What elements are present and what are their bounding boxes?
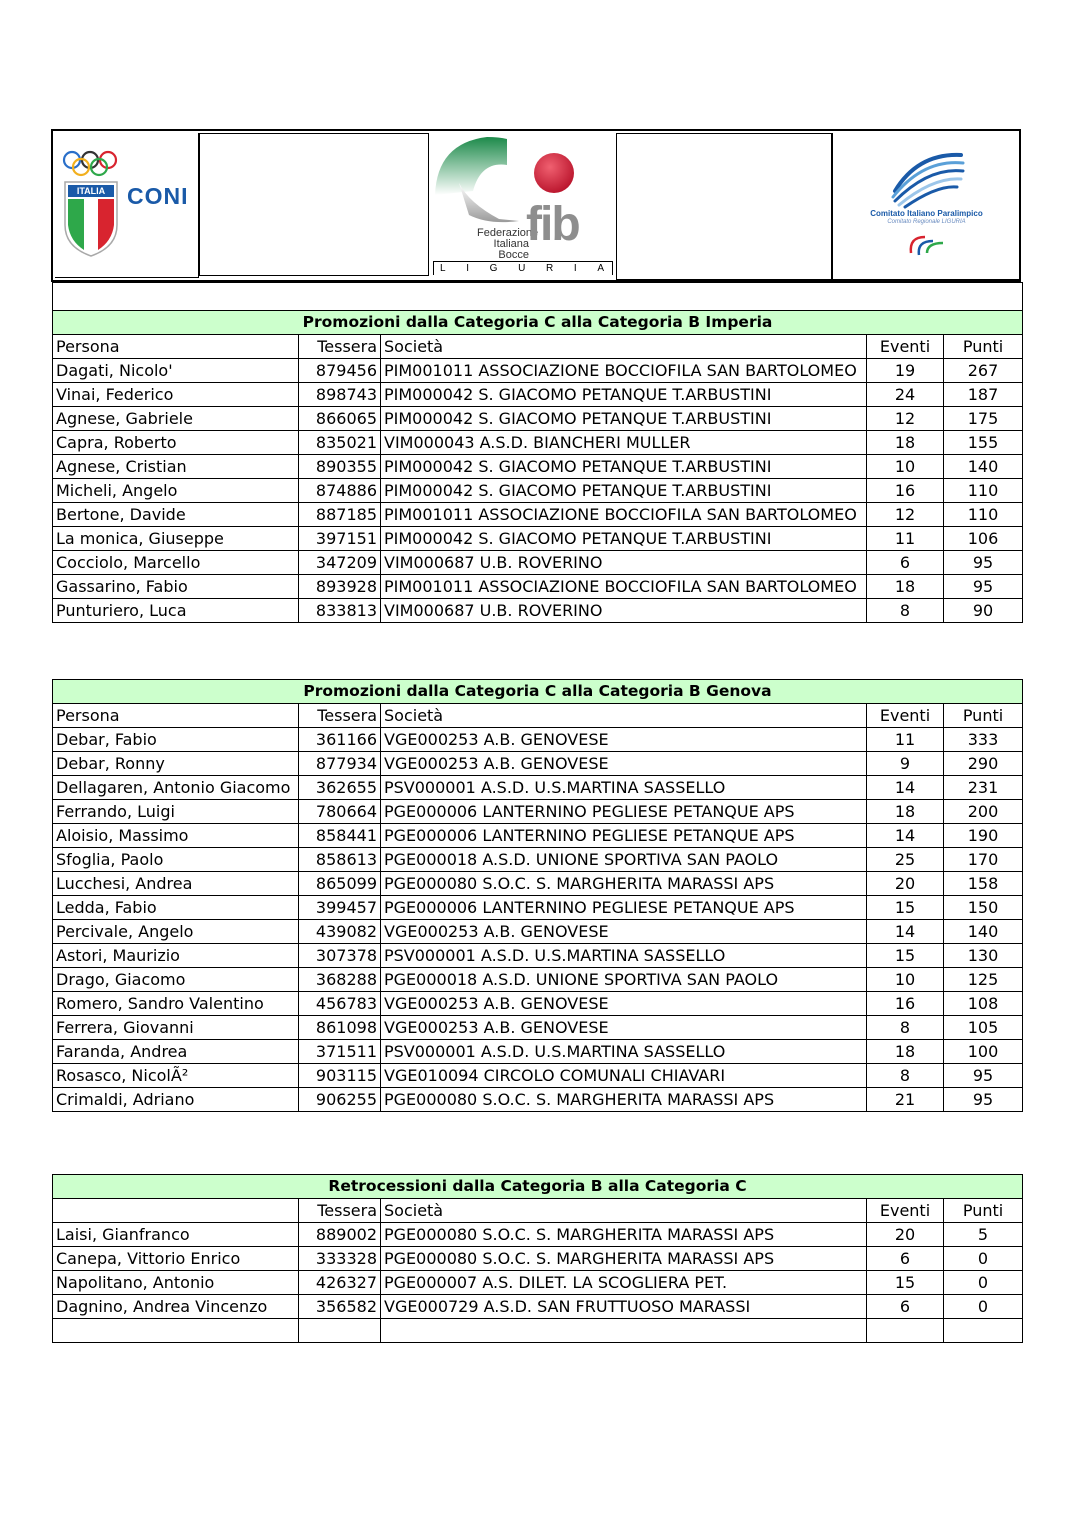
- cell-punti: 95: [944, 1088, 1023, 1112]
- cip-logo: [832, 133, 1019, 280]
- cell-eventi: 6: [867, 1295, 944, 1319]
- cell-eventi: 18: [867, 800, 944, 824]
- cell-societa: VIM000687 U.B. ROVERINO: [381, 599, 867, 623]
- cell-societa: PSV000001 A.S.D. U.S.MARTINA SASSELLO: [381, 776, 867, 800]
- cell-persona: Ferrera, Giovanni: [53, 1016, 299, 1040]
- cell-punti: 130: [944, 944, 1023, 968]
- cell-societa: PSV000001 A.S.D. U.S.MARTINA SASSELLO: [381, 1040, 867, 1064]
- cell-societa: VGE010094 CIRCOLO COMUNALI CHIAVARI: [381, 1064, 867, 1088]
- cell-tessera: 361166: [299, 728, 381, 752]
- cell-societa: PIM001011 ASSOCIAZIONE BOCCIOFILA SAN BARTOLOMEO: [381, 359, 867, 383]
- cell-punti: 290: [944, 752, 1023, 776]
- header-eventi: Eventi: [867, 335, 944, 359]
- cell-societa: PGE000080 S.O.C. S. MARGHERITA MARASSI APS: [381, 872, 867, 896]
- blank-row: [53, 283, 1023, 311]
- cell-societa: PIM000042 S. GIACOMO PETANQUE T.ARBUSTINI: [381, 455, 867, 479]
- table-row: [53, 824, 1023, 848]
- cell-tessera: 887185: [299, 503, 381, 527]
- table-row: [53, 383, 1023, 407]
- table-row: [53, 359, 1023, 383]
- cell-societa: PIM000042 S. GIACOMO PETANQUE T.ARBUSTINI: [381, 479, 867, 503]
- cell-punti: 125: [944, 968, 1023, 992]
- cell-tessera: 866065: [299, 407, 381, 431]
- cell-eventi: 8: [867, 1064, 944, 1088]
- cell-eventi: 10: [867, 968, 944, 992]
- cell-persona: Dagati, Nicolo': [53, 359, 299, 383]
- empty-cell: [867, 1319, 944, 1343]
- cell-persona: Dagnino, Andrea Vincenzo: [53, 1295, 299, 1319]
- blank-row: [53, 1319, 1023, 1343]
- table-row: [53, 599, 1023, 623]
- cell-punti: 95: [944, 551, 1023, 575]
- table-row: [53, 848, 1023, 872]
- cell-persona: Faranda, Andrea: [53, 1040, 299, 1064]
- cell-punti: 0: [944, 1247, 1023, 1271]
- table-row: [53, 407, 1023, 431]
- cell-tessera: 347209: [299, 551, 381, 575]
- cell-eventi: 6: [867, 551, 944, 575]
- table-row: [53, 1088, 1023, 1112]
- logo-header: [51, 129, 1021, 282]
- cell-punti: 108: [944, 992, 1023, 1016]
- cell-eventi: 9: [867, 752, 944, 776]
- cell-tessera: 356582: [299, 1295, 381, 1319]
- cell-persona: La monica, Giuseppe: [53, 527, 299, 551]
- cell-tessera: 893928: [299, 575, 381, 599]
- empty-cell: [299, 1319, 381, 1343]
- cell-societa: VGE000253 A.B. GENOVESE: [381, 920, 867, 944]
- coni-label: CONI: [127, 183, 189, 209]
- cip-subtitle: Comitato Regionale LIGURIA: [887, 219, 966, 225]
- cell-persona: Romero, Sandro Valentino: [53, 992, 299, 1016]
- blank-cell: [199, 133, 429, 276]
- cell-persona: Napolitano, Antonio: [53, 1271, 299, 1295]
- cell-persona: Ledda, Fabio: [53, 896, 299, 920]
- cell-eventi: 14: [867, 824, 944, 848]
- table-row: [53, 992, 1023, 1016]
- fib-region-letter: U: [518, 263, 528, 274]
- table-row: [53, 527, 1023, 551]
- fib-region-letter: I: [466, 263, 471, 274]
- cell-societa: PGE000018 A.S.D. UNIONE SPORTIVA SAN PAOLO: [381, 848, 867, 872]
- cell-tessera: 879456: [299, 359, 381, 383]
- cell-punti: 95: [944, 575, 1023, 599]
- cell-eventi: 8: [867, 1016, 944, 1040]
- cell-persona: Debar, Ronny: [53, 752, 299, 776]
- cell-tessera: 371511: [299, 1040, 381, 1064]
- cell-punti: 333: [944, 728, 1023, 752]
- header-persona-empty: [53, 1199, 299, 1223]
- fib-logo: [429, 133, 617, 278]
- cell-tessera: 362655: [299, 776, 381, 800]
- cip-swirl-icon: [833, 133, 1020, 280]
- cell-persona: Cocciolo, Marcello: [53, 551, 299, 575]
- cell-persona: Astori, Maurizio: [53, 944, 299, 968]
- cell-persona: Laisi, Gianfranco: [53, 1223, 299, 1247]
- cell-tessera: 456783: [299, 992, 381, 1016]
- cell-eventi: 18: [867, 575, 944, 599]
- header-persona: Persona: [53, 335, 299, 359]
- table-row: [53, 968, 1023, 992]
- table-row: [53, 431, 1023, 455]
- cell-societa: PGE000006 LANTERNINO PEGLIESE PETANQUE APS: [381, 800, 867, 824]
- cell-societa: VGE000253 A.B. GENOVESE: [381, 1016, 867, 1040]
- cell-tessera: 861098: [299, 1016, 381, 1040]
- cell-societa: PIM000042 S. GIACOMO PETANQUE T.ARBUSTINI: [381, 383, 867, 407]
- cell-persona: Aloisio, Massimo: [53, 824, 299, 848]
- cell-eventi: 15: [867, 1271, 944, 1295]
- table-title: Promozioni dalla Categoria C alla Categoria B Imperia: [53, 311, 1023, 335]
- table-header-row: [53, 335, 1023, 359]
- cell-tessera: 368288: [299, 968, 381, 992]
- table-row: [53, 479, 1023, 503]
- cip-name: Comitato Italiano Paralimpico: [870, 209, 983, 218]
- table-row: [53, 872, 1023, 896]
- cell-punti: 187: [944, 383, 1023, 407]
- cell-persona: Ferrando, Luigi: [53, 800, 299, 824]
- cell-eventi: 24: [867, 383, 944, 407]
- cell-eventi: 11: [867, 728, 944, 752]
- cell-tessera: 399457: [299, 896, 381, 920]
- header-tessera: Tessera: [299, 1199, 381, 1223]
- cell-punti: 90: [944, 599, 1023, 623]
- cell-persona: Debar, Fabio: [53, 728, 299, 752]
- cell-tessera: 833813: [299, 599, 381, 623]
- table-title: Retrocessioni dalla Categoria B alla Categoria C: [53, 1175, 1023, 1199]
- cell-punti: 231: [944, 776, 1023, 800]
- cell-persona: Canepa, Vittorio Enrico: [53, 1247, 299, 1271]
- cell-persona: Percivale, Angelo: [53, 920, 299, 944]
- cell-eventi: 16: [867, 992, 944, 1016]
- cell-eventi: 16: [867, 479, 944, 503]
- table-row: [53, 776, 1023, 800]
- cell-societa: VGE000253 A.B. GENOVESE: [381, 752, 867, 776]
- cell-tessera: 865099: [299, 872, 381, 896]
- header-punti: Punti: [944, 704, 1023, 728]
- cell-eventi: 8: [867, 599, 944, 623]
- table-row: [53, 551, 1023, 575]
- blank-cell: [616, 133, 832, 280]
- table-row: [53, 575, 1023, 599]
- empty-cell: [381, 1319, 867, 1343]
- cell-tessera: 439082: [299, 920, 381, 944]
- cell-tessera: 874886: [299, 479, 381, 503]
- table-title: Promozioni dalla Categoria C alla Categoria B Genova: [53, 680, 1023, 704]
- cell-punti: 95: [944, 1064, 1023, 1088]
- cell-persona: Lucchesi, Andrea: [53, 872, 299, 896]
- cell-persona: Rosasco, NicolÃ²: [53, 1064, 299, 1088]
- cell-societa: VIM000687 U.B. ROVERINO: [381, 551, 867, 575]
- cell-societa: VGE000729 A.S.D. SAN FRUTTUOSO MARASSI: [381, 1295, 867, 1319]
- cell-societa: PGE000080 S.O.C. S. MARGHERITA MARASSI APS: [381, 1247, 867, 1271]
- cell-societa: PGE000018 A.S.D. UNIONE SPORTIVA SAN PAOLO: [381, 968, 867, 992]
- cell-persona: Agnese, Gabriele: [53, 407, 299, 431]
- cell-societa: VGE000253 A.B. GENOVESE: [381, 728, 867, 752]
- table-title-row: [53, 680, 1023, 704]
- cell-punti: 100: [944, 1040, 1023, 1064]
- fib-federation-text: Federazione Italiana Bocce: [477, 227, 539, 261]
- fib-region-letter: L: [440, 263, 448, 274]
- table-row: [53, 1223, 1023, 1247]
- cell-punti: 158: [944, 872, 1023, 896]
- fib-region-letter: I: [573, 263, 579, 274]
- cell-punti: 200: [944, 800, 1023, 824]
- cell-punti: 175: [944, 407, 1023, 431]
- table-row: [53, 1295, 1023, 1319]
- fib-word: fib: [526, 198, 579, 251]
- cell-punti: 155: [944, 431, 1023, 455]
- italia-badge-text: ITALIA: [76, 186, 106, 196]
- table-row: [53, 800, 1023, 824]
- cell-persona: Capra, Roberto: [53, 431, 299, 455]
- cell-eventi: 21: [867, 1088, 944, 1112]
- cell-eventi: 18: [867, 1040, 944, 1064]
- cell-societa: VGE000253 A.B. GENOVESE: [381, 992, 867, 1016]
- table-row: [53, 752, 1023, 776]
- cell-eventi: 6: [867, 1247, 944, 1271]
- cell-tessera: 906255: [299, 1088, 381, 1112]
- header-tessera: Tessera: [299, 704, 381, 728]
- cell-societa: PGE000080 S.O.C. S. MARGHERITA MARASSI APS: [381, 1088, 867, 1112]
- table-row: [53, 944, 1023, 968]
- cell-punti: 140: [944, 920, 1023, 944]
- cell-tessera: 780664: [299, 800, 381, 824]
- fib-region-letter: G: [489, 263, 500, 274]
- table-title-row: [53, 311, 1023, 335]
- header-persona: Persona: [53, 704, 299, 728]
- cell-eventi: 25: [867, 848, 944, 872]
- cell-punti: 190: [944, 824, 1023, 848]
- cell-punti: 106: [944, 527, 1023, 551]
- cell-eventi: 18: [867, 431, 944, 455]
- cell-tessera: 858613: [299, 848, 381, 872]
- relegations-table: [52, 1174, 1023, 1343]
- cell-punti: 110: [944, 479, 1023, 503]
- cell-eventi: 20: [867, 872, 944, 896]
- cell-societa: PIM000042 S. GIACOMO PETANQUE T.ARBUSTINI: [381, 527, 867, 551]
- cell-societa: PSV000001 A.S.D. U.S.MARTINA SASSELLO: [381, 944, 867, 968]
- fib-region-letter: A: [597, 263, 606, 274]
- cell-persona: Crimaldi, Adriano: [53, 1088, 299, 1112]
- header-eventi: Eventi: [867, 704, 944, 728]
- cell-tessera: 333328: [299, 1247, 381, 1271]
- empty-cell: [53, 1319, 299, 1343]
- cell-societa: PIM000042 S. GIACOMO PETANQUE T.ARBUSTINI: [381, 407, 867, 431]
- cell-societa: PIM001011 ASSOCIAZIONE BOCCIOFILA SAN BARTOLOMEO: [381, 575, 867, 599]
- cell-punti: 110: [944, 503, 1023, 527]
- cell-persona: Dellagaren, Antonio Giacomo: [53, 776, 299, 800]
- table-row: [53, 1016, 1023, 1040]
- cell-punti: 105: [944, 1016, 1023, 1040]
- cell-tessera: 858441: [299, 824, 381, 848]
- cell-tessera: 877934: [299, 752, 381, 776]
- table-row: [53, 920, 1023, 944]
- table-row: [53, 503, 1023, 527]
- table-row: [53, 1247, 1023, 1271]
- cell-eventi: 11: [867, 527, 944, 551]
- cell-persona: Vinai, Federico: [53, 383, 299, 407]
- cell-tessera: 889002: [299, 1223, 381, 1247]
- cell-persona: Bertone, Davide: [53, 503, 299, 527]
- header-punti: Punti: [944, 335, 1023, 359]
- cell-eventi: 14: [867, 920, 944, 944]
- cell-persona: Agnese, Cristian: [53, 455, 299, 479]
- cell-persona: Punturiero, Luca: [53, 599, 299, 623]
- genova-promotions-table: [52, 679, 1023, 1112]
- cell-societa: PGE000006 LANTERNINO PEGLIESE PETANQUE APS: [381, 896, 867, 920]
- cell-societa: PGE000080 S.O.C. S. MARGHERITA MARASSI APS: [381, 1223, 867, 1247]
- cell-eventi: 10: [867, 455, 944, 479]
- cell-persona: Sfoglia, Paolo: [53, 848, 299, 872]
- cell-eventi: 12: [867, 503, 944, 527]
- cell-punti: 0: [944, 1271, 1023, 1295]
- empty-cell: [944, 1319, 1023, 1343]
- cell-eventi: 15: [867, 896, 944, 920]
- header-societa: Società: [381, 335, 867, 359]
- cell-societa: PGE000006 LANTERNINO PEGLIESE PETANQUE APS: [381, 824, 867, 848]
- header-punti: Punti: [944, 1199, 1023, 1223]
- table-row: [53, 455, 1023, 479]
- table-header-row: [53, 1199, 1023, 1223]
- header-societa: Società: [381, 704, 867, 728]
- cell-punti: 0: [944, 1295, 1023, 1319]
- coni-logo: [55, 133, 199, 278]
- table-row: [53, 896, 1023, 920]
- cell-persona: Gassarino, Fabio: [53, 575, 299, 599]
- table-row: [53, 1271, 1023, 1295]
- header-eventi: Eventi: [867, 1199, 944, 1223]
- cell-tessera: 426327: [299, 1271, 381, 1295]
- cell-punti: 5: [944, 1223, 1023, 1247]
- table-header-row: [53, 704, 1023, 728]
- header-tessera: Tessera: [299, 335, 381, 359]
- fib-region-strip: [433, 261, 613, 275]
- cell-societa: PGE000007 A.S. DILET. LA SCOGLIERA PET.: [381, 1271, 867, 1295]
- cell-tessera: 903115: [299, 1064, 381, 1088]
- cell-punti: 140: [944, 455, 1023, 479]
- header-societa: Società: [381, 1199, 867, 1223]
- cell-punti: 150: [944, 896, 1023, 920]
- imperia-promotions-table: [52, 282, 1023, 623]
- cell-eventi: 20: [867, 1223, 944, 1247]
- cell-eventi: 19: [867, 359, 944, 383]
- cell-tessera: 835021: [299, 431, 381, 455]
- cell-eventi: 15: [867, 944, 944, 968]
- cell-eventi: 12: [867, 407, 944, 431]
- fib-region-letter: R: [545, 263, 556, 274]
- cell-punti: 170: [944, 848, 1023, 872]
- table-row: [53, 728, 1023, 752]
- cell-tessera: 890355: [299, 455, 381, 479]
- cell-societa: PIM001011 ASSOCIAZIONE BOCCIOFILA SAN BARTOLOMEO: [381, 503, 867, 527]
- table-title-row: [53, 1175, 1023, 1199]
- cell-societa: VIM000043 A.S.D. BIANCHERI MULLER: [381, 431, 867, 455]
- cell-tessera: 397151: [299, 527, 381, 551]
- cell-persona: Micheli, Angelo: [53, 479, 299, 503]
- table-row: [53, 1064, 1023, 1088]
- cell-persona: Drago, Giacomo: [53, 968, 299, 992]
- cell-tessera: 307378: [299, 944, 381, 968]
- cell-eventi: 14: [867, 776, 944, 800]
- table-row: [53, 1040, 1023, 1064]
- cell-punti: 267: [944, 359, 1023, 383]
- cell-tessera: 898743: [299, 383, 381, 407]
